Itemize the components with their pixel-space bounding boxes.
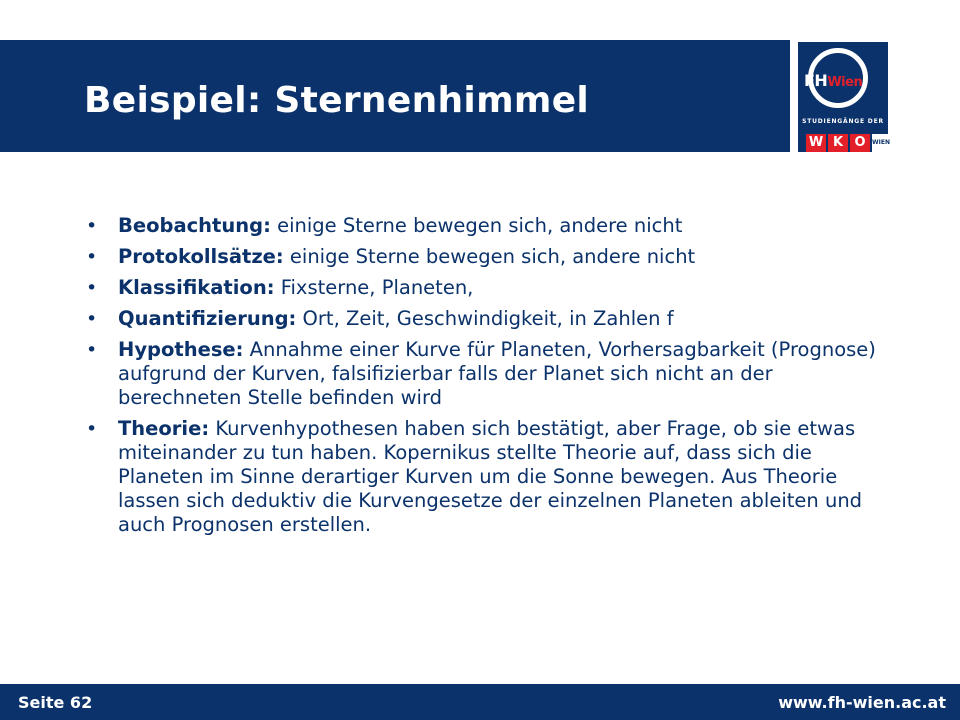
bullet-term: Klassifikation:: [118, 276, 275, 299]
wko-letter-o: O: [850, 134, 870, 152]
slide-title: Beispiel: Sternenhimmel: [84, 80, 590, 121]
footer-url: www.fh-wien.ac.at: [778, 693, 946, 712]
bullet-list: [84, 214, 884, 545]
wko-wien-label: WIEN: [872, 134, 890, 152]
bullet-dot-icon: •: [86, 215, 98, 237]
bullet-dot-icon: •: [86, 418, 98, 440]
bullet-item-quantifizierung: [84, 307, 884, 331]
bullet-dot-icon: •: [86, 308, 98, 330]
bullet-item-theorie: [84, 417, 884, 537]
logo-wordmark: [804, 72, 884, 92]
bullet-text: Ort, Zeit, Geschwindigkeit, in Zahlen f: [296, 307, 674, 330]
bullet-term: Quantifizierung:: [118, 307, 297, 330]
bullet-text: Fixsterne, Planeten,: [274, 276, 474, 299]
bullet-term: Protokollsätze:: [118, 245, 284, 268]
logo-fh-text: FH: [804, 71, 828, 90]
logo-wien-text: Wien: [827, 75, 863, 90]
bullet-text: einige Sterne bewegen sich, andere nicht: [270, 214, 683, 237]
bullet-dot-icon: •: [86, 277, 98, 299]
bullet-item-protokollsaetze: [84, 245, 884, 269]
wko-logo: [806, 134, 890, 152]
bullet-dot-icon: •: [86, 339, 98, 361]
fh-wien-logo: [790, 40, 890, 156]
bullet-text: Annahme einer Kurve für Planeten, Vorhersagbarkeit (Prognose) aufgrund der Kurven, falsifizierbar falls der Planet sich nicht an der berechneten Stelle befinden wird: [118, 338, 876, 409]
footer-bar: [0, 684, 960, 720]
bullet-term: Hypothese:: [118, 338, 244, 361]
bullet-item-hypothese: [84, 338, 884, 410]
bullet-item-klassifikation: [84, 276, 884, 300]
logo-background: [798, 42, 888, 152]
page-number: Seite 62: [18, 693, 93, 712]
bullet-text: einige Sterne bewegen sich, andere nicht: [283, 245, 696, 268]
wko-letter-k: K: [828, 134, 848, 152]
bullet-text: Kurvenhypothesen haben sich bestätigt, aber Frage, ob sie etwas miteinander zu tun haben. Kopernikus stellte Theorie auf, dass sich die Planeten im Sinne derartiger Kurven um die Sonne bewegen. Aus Theorie lassen sich deduktiv die Kurvengesetze der einzelnen Planeten ableiten und auch Prognosen erstellen.: [118, 417, 863, 536]
logo-subtitle: STUDIENGÄNGE DER: [802, 118, 884, 125]
bullet-dot-icon: •: [86, 246, 98, 268]
wko-letter-w: W: [806, 134, 826, 152]
bullet-item-beobachtung: [84, 214, 884, 238]
bullet-term: Theorie:: [118, 417, 210, 440]
bullet-term: Beobachtung:: [118, 214, 271, 237]
